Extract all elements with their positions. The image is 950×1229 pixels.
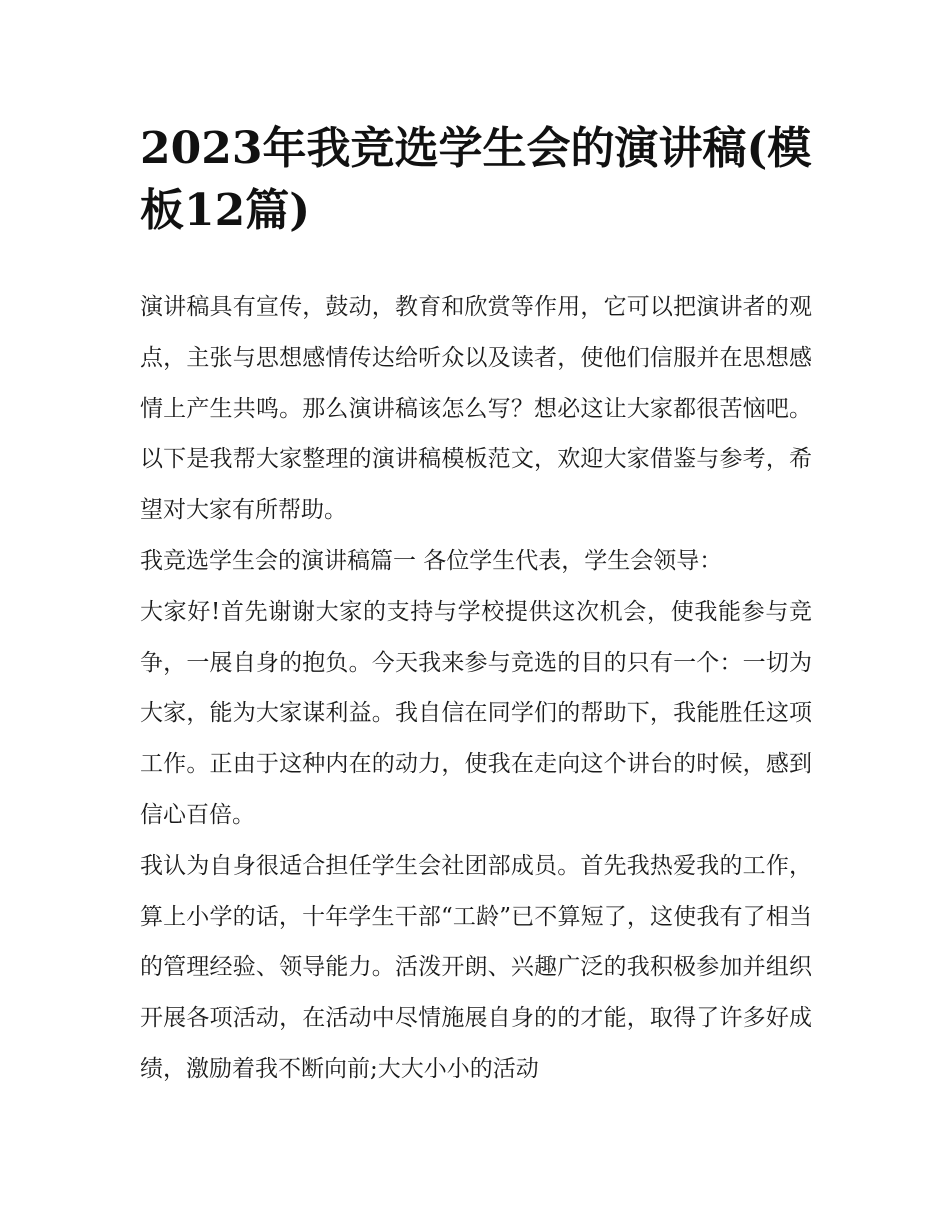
paragraph-speech-heading: 我竞选学生会的演讲稿篇一 各位学生代表，学生会领导： xyxy=(140,547,723,574)
paragraph-qualification: 我认为自身很适合担任学生会社团部成员。首先我热爱我的工作，算上小学的话，十年学生干部“工龄”已不算短了，这使我有了相当的管理经验、领导能力。活泼开朗、兴趣广泛的我积极参加并组织开展各项活动，在活动中尽情施展自身的的才能，取得了许多好成绩，激励着我不断向前;大大小小的活动 xyxy=(140,852,812,1082)
document-title: 2023年我竞选学生会的演讲稿(模板12篇) xyxy=(140,123,812,236)
document-body xyxy=(140,282,812,1095)
paragraph-greeting: 大家好!首先谢谢大家的支持与学校提供这次机会，使我能参与竞争，一展自身的抱负。今天我来参与竞选的目的只有一个：一切为大家，能为大家谋利益。我自信在同学们的帮助下，我能胜任这项工作。正由于这种内在的动力，使我在走向这个讲台的时候，感到信心百倍。 xyxy=(140,598,812,828)
paragraph-intro: 演讲稿具有宣传，鼓动，教育和欣赏等作用，它可以把演讲者的观点，主张与思想感情传达给听众以及读者，使他们信服并在思想感情上产生共鸣。那么演讲稿该怎么写？想必这让大家都很苦恼吧。以下是我帮大家整理的演讲稿模板范文，欢迎大家借鉴与参考，希望对大家有所帮助。 xyxy=(140,294,812,524)
